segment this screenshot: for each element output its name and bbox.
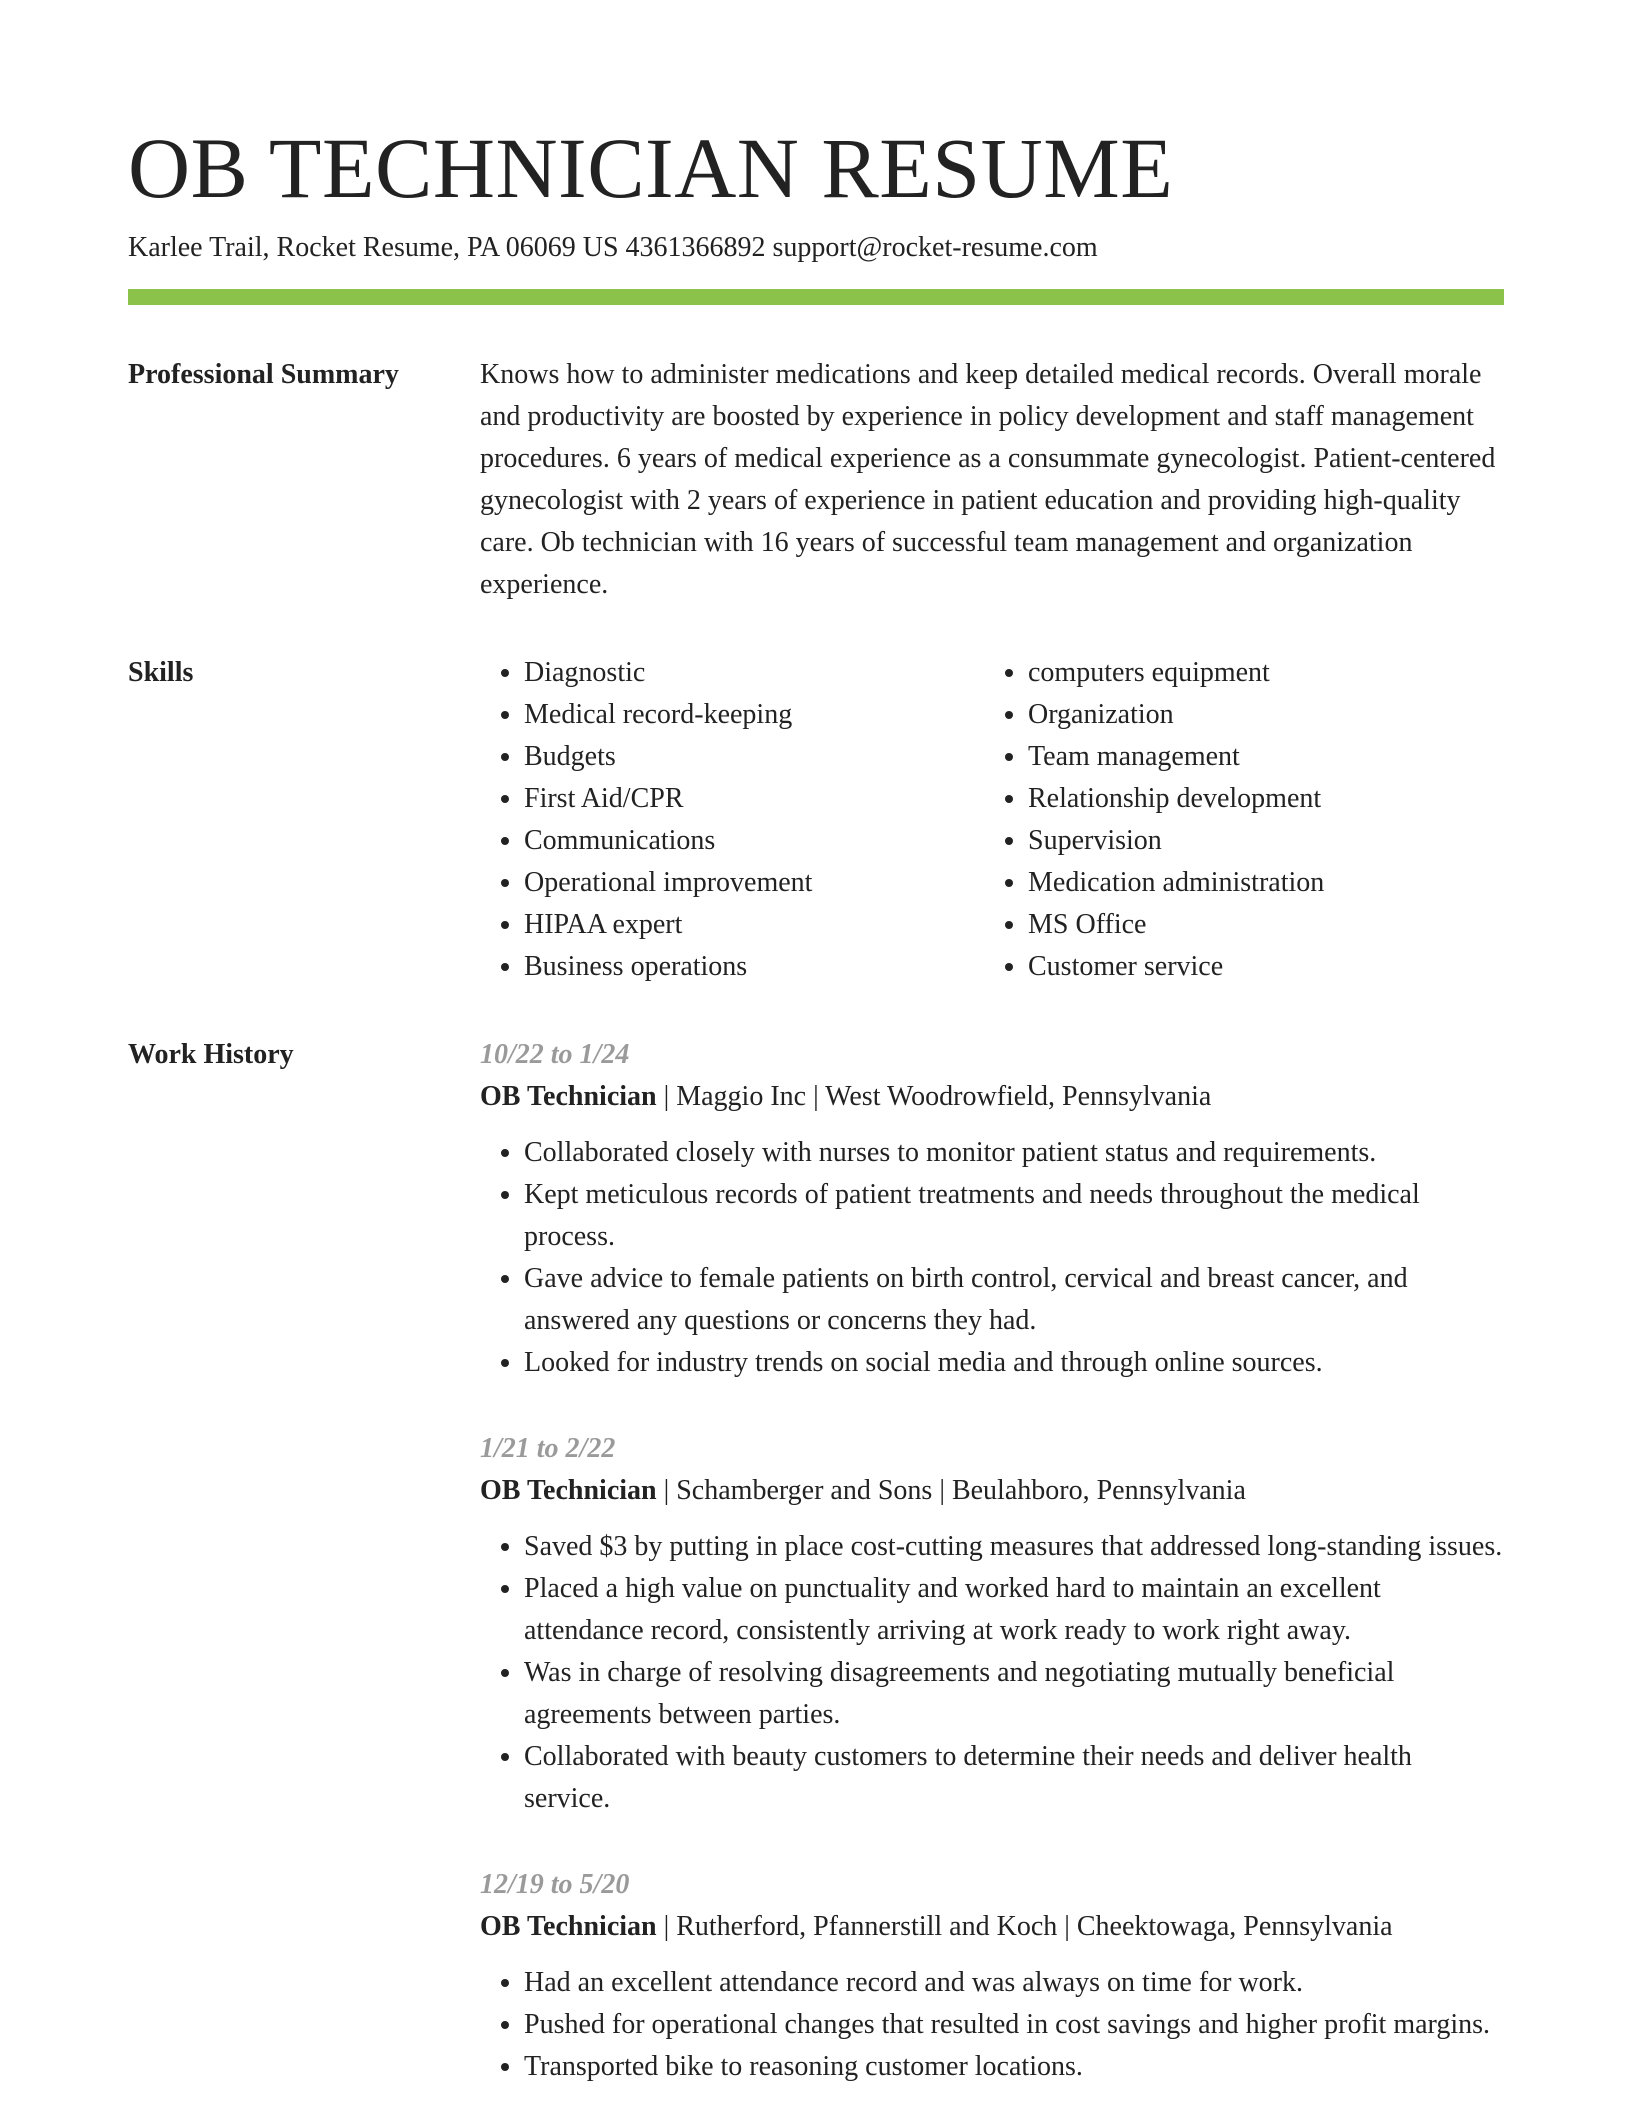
resume-page [128,0,1504,2088]
contact-line: Karlee Trail, Rocket Resume, PA 06069 US 4361366892 support@rocket-resume.com [128,232,1098,263]
job-entry [480,1428,1504,1820]
skill-item: • Budgets [524,736,984,778]
job-bullet: • Looked for industry trends on social media and through online sources. [524,1342,1504,1384]
job-bullet: • Collaborated with beauty customers to determine their needs and deliver health service. [524,1736,1504,1820]
job-title: OB Technician [480,1081,657,1112]
job-bullet: • Saved $3 by putting in place cost-cutting measures that addressed long-standing issues. [524,1526,1504,1568]
skill-item: • HIPAA expert [524,904,984,946]
skill-item: • MS Office [1028,904,1488,946]
job-entry [480,1864,1504,2088]
job-bullet: • Had an excellent attendance record and was always on time for work. [524,1962,1504,2004]
skills-column-2 [984,652,1488,988]
work-history-label: Work History [128,1039,294,1070]
job-heading [480,1076,1504,1118]
job-title: OB Technician [480,1475,657,1506]
summary-label: Professional Summary [128,359,399,390]
skill-item: • Medical record-keeping [524,694,984,736]
job-bullets [480,1132,1504,1384]
job-title: OB Technician [480,1911,657,1942]
job-dates: 10/22 to 1/24 [480,1039,630,1070]
job-bullet: • Transported bike to reasoning customer locations. [524,2046,1504,2088]
skills-column-1 [480,652,984,988]
job-bullet: • Kept meticulous records of patient treatments and needs throughout the medical process. [524,1174,1504,1258]
skill-item: • Team management [1028,736,1488,778]
job-bullet: • Was in charge of resolving disagreements and negotiating mutually beneficial agreements between parties. [524,1652,1504,1736]
skill-item: • First Aid/CPR [524,778,984,820]
skill-item: • computers equipment [1028,652,1488,694]
resume-title: OB TECHNICIAN RESUME [128,120,1174,216]
job-heading [480,1470,1504,1512]
job-dates: 1/21 to 2/22 [480,1433,616,1464]
skills-label: Skills [128,657,194,688]
skill-item: • Diagnostic [524,652,984,694]
summary-text: Knows how to administer medications and keep detailed medical records. Overall morale and productivity are boosted by experience in policy development and staff management procedures. 6 years of medical experience as a consummate gynecologist. Patient-centered gynecologist with 2 years of experience in patient education and providing high-quality care. Ob technician with 16 years of successful team management and organization experience. [480,359,1496,600]
skill-item: • Business operations [524,946,984,988]
job-bullet: • Gave advice to female patients on birth control, cervical and breast cancer, and answered any questions or concerns they had. [524,1258,1504,1342]
skill-item: • Supervision [1028,820,1488,862]
accent-divider [128,289,1504,305]
job-bullet: • Collaborated closely with nurses to monitor patient status and requirements. [524,1132,1504,1174]
skill-item: • Medication administration [1028,862,1488,904]
job-details: | Rutherford, Pfannerstill and Koch | Cheektowaga, Pennsylvania [656,1911,1393,1942]
summary-section [128,354,1504,606]
skill-item: • Customer service [1028,946,1488,988]
job-bullet: • Pushed for operational changes that resulted in cost savings and higher profit margins. [524,2004,1504,2046]
skill-item: • Communications [524,820,984,862]
job-details: | Schamberger and Sons | Beulahboro, Pennsylvania [656,1475,1246,1506]
job-details: | Maggio Inc | West Woodrowfield, Pennsylvania [656,1081,1212,1112]
job-bullet: • Placed a high value on punctuality and worked hard to maintain an excellent attendance record, consistently arriving at work ready to work right away. [524,1568,1504,1652]
skill-item: • Organization [1028,694,1488,736]
skill-item: • Operational improvement [524,862,984,904]
job-bullets [480,1526,1504,1820]
job-bullets [480,1962,1504,2088]
work-history-section [128,1034,1504,2088]
skill-item: • Relationship development [1028,778,1488,820]
skills-section [128,652,1504,988]
job-dates: 12/19 to 5/20 [480,1869,630,1900]
job-heading [480,1906,1504,1948]
job-entry [480,1034,1504,1384]
